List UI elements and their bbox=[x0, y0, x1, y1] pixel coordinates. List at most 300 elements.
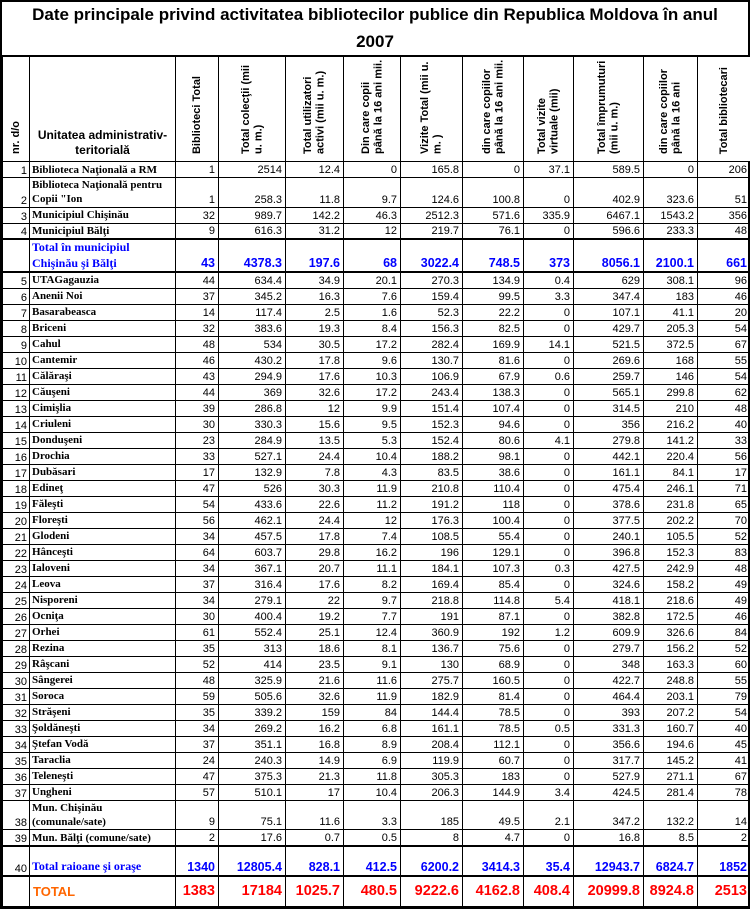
cell-din-care-copiilor-16-ani: 248.8 bbox=[644, 672, 698, 688]
cell-biblioteci-total: 2 bbox=[176, 830, 219, 846]
cell-total-imprumuturi: 269.6 bbox=[574, 352, 644, 368]
row-label: Criuleni bbox=[30, 416, 176, 432]
cell-total-colectii: 430.2 bbox=[219, 352, 286, 368]
cell-total-utilizatori-activi: 13.5 bbox=[286, 432, 344, 448]
cell-din-care-copiilor-16-ani: 326.6 bbox=[644, 624, 698, 640]
table-row bbox=[3, 320, 750, 336]
cell-din-care-copiilor-16-ani-mii: 107.3 bbox=[463, 560, 524, 576]
cell-din-care-copiilor-16-ani: 146 bbox=[644, 368, 698, 384]
cell-total-utilizatori-activi: 29.8 bbox=[286, 544, 344, 560]
cell-din-care-copiilor-16-ani-mii: 85.4 bbox=[463, 576, 524, 592]
cell-total-utilizatori-activi: 16.3 bbox=[286, 288, 344, 304]
row-number: 31 bbox=[3, 688, 30, 704]
cell-total-bibliotecari: 48 bbox=[698, 223, 750, 239]
cell-din-care-copiilor-16-ani: 220.4 bbox=[644, 448, 698, 464]
cell-total-imprumuturi: 240.1 bbox=[574, 528, 644, 544]
cell-total-utilizatori-activi: 18.6 bbox=[286, 640, 344, 656]
cell-total-vizite-virtuale: 335.9 bbox=[524, 207, 574, 223]
cell-total-vizite-virtuale: 0 bbox=[524, 544, 574, 560]
cell-din-care-copii-16-ani: 11.2 bbox=[344, 496, 401, 512]
cell-biblioteci-total: 1340 bbox=[176, 846, 219, 876]
row-label: Municipiul Bălţi bbox=[30, 223, 176, 239]
row-number: 19 bbox=[3, 496, 30, 512]
cell-din-care-copii-16-ani: 12 bbox=[344, 223, 401, 239]
cell-total-utilizatori-activi: 1025.7 bbox=[286, 876, 344, 907]
cell-total-bibliotecari: 41 bbox=[698, 752, 750, 768]
cell-din-care-copiilor-16-ani-mii: 76.1 bbox=[463, 223, 524, 239]
cell-total-colectii: 240.3 bbox=[219, 752, 286, 768]
cell-total-imprumuturi: 259.7 bbox=[574, 368, 644, 384]
cell-total-imprumuturi: 629 bbox=[574, 272, 644, 288]
cell-total-colectii: 316.4 bbox=[219, 576, 286, 592]
cell-biblioteci-total: 23 bbox=[176, 432, 219, 448]
table-row bbox=[3, 768, 750, 784]
cell-din-care-copiilor-16-ani-mii: 183 bbox=[463, 768, 524, 784]
table-row bbox=[3, 432, 750, 448]
table-row bbox=[3, 384, 750, 400]
cell-total-imprumuturi: 422.7 bbox=[574, 672, 644, 688]
cell-total-vizite-virtuale: 3.3 bbox=[524, 288, 574, 304]
cell-din-care-copiilor-16-ani-mii: 22.2 bbox=[463, 304, 524, 320]
cell-total-colectii: 330.3 bbox=[219, 416, 286, 432]
table-row bbox=[3, 352, 750, 368]
cell-total-colectii: 351.1 bbox=[219, 736, 286, 752]
cell-din-care-copiilor-16-ani-mii: 4.7 bbox=[463, 830, 524, 846]
cell-total-utilizatori-activi: 0.7 bbox=[286, 830, 344, 846]
cell-din-care-copiilor-16-ani: 246.1 bbox=[644, 480, 698, 496]
row-number: 21 bbox=[3, 528, 30, 544]
cell-total-bibliotecari: 60 bbox=[698, 656, 750, 672]
cell-din-care-copiilor-16-ani: 372.5 bbox=[644, 336, 698, 352]
cell-total-bibliotecari: 49 bbox=[698, 576, 750, 592]
cell-total-vizite-virtuale: 0 bbox=[524, 416, 574, 432]
cell-total-vizite-virtuale: 0 bbox=[524, 640, 574, 656]
cell-din-care-copiilor-16-ani: 105.5 bbox=[644, 528, 698, 544]
row-label: Cahul bbox=[30, 336, 176, 352]
cell-total-vizite-virtuale: 0 bbox=[524, 448, 574, 464]
cell-biblioteci-total: 43 bbox=[176, 239, 219, 272]
row-number: 11 bbox=[3, 368, 30, 384]
cell-total-bibliotecari: 67 bbox=[698, 336, 750, 352]
cell-total-bibliotecari: 55 bbox=[698, 672, 750, 688]
row-number: 13 bbox=[3, 400, 30, 416]
header-row bbox=[3, 57, 750, 162]
cell-total-vizite-virtuale: 0 bbox=[524, 178, 574, 208]
cell-total-colectii: 2514 bbox=[219, 162, 286, 178]
cell-din-care-copiilor-16-ani: 132.2 bbox=[644, 800, 698, 830]
row-label: Rezina bbox=[30, 640, 176, 656]
cell-total-vizite-virtuale: 408.4 bbox=[524, 876, 574, 907]
cell-total-vizite-virtuale: 0.6 bbox=[524, 368, 574, 384]
cell-total-colectii: 339.2 bbox=[219, 704, 286, 720]
cell-total-imprumuturi: 331.3 bbox=[574, 720, 644, 736]
cell-biblioteci-total: 37 bbox=[176, 288, 219, 304]
cell-total-vizite-virtuale: 0 bbox=[524, 768, 574, 784]
cell-vizite-total: 360.9 bbox=[401, 624, 463, 640]
cell-din-care-copii-16-ani: 3.3 bbox=[344, 800, 401, 830]
table-row bbox=[3, 223, 750, 239]
cell-biblioteci-total: 30 bbox=[176, 416, 219, 432]
cell-total-utilizatori-activi: 30.3 bbox=[286, 480, 344, 496]
cell-total-imprumuturi: 565.1 bbox=[574, 384, 644, 400]
cell-din-care-copiilor-16-ani: 231.8 bbox=[644, 496, 698, 512]
cell-total-vizite-virtuale: 4.1 bbox=[524, 432, 574, 448]
cell-biblioteci-total: 48 bbox=[176, 336, 219, 352]
row-number: 20 bbox=[3, 512, 30, 528]
cell-vizite-total: 191 bbox=[401, 608, 463, 624]
cell-din-care-copii-16-ani: 412.5 bbox=[344, 846, 401, 876]
cell-din-care-copiilor-16-ani-mii: 82.5 bbox=[463, 320, 524, 336]
table-row bbox=[3, 178, 750, 208]
cell-total-bibliotecari: 52 bbox=[698, 528, 750, 544]
cell-biblioteci-total: 34 bbox=[176, 560, 219, 576]
cell-total-utilizatori-activi: 24.4 bbox=[286, 448, 344, 464]
row-label: Soroca bbox=[30, 688, 176, 704]
cell-din-care-copiilor-16-ani-mii: 144.9 bbox=[463, 784, 524, 800]
cell-total-utilizatori-activi: 17.8 bbox=[286, 352, 344, 368]
cell-biblioteci-total: 1383 bbox=[176, 876, 219, 907]
row-number: 37 bbox=[3, 784, 30, 800]
cell-total-vizite-virtuale: 0 bbox=[524, 608, 574, 624]
cell-biblioteci-total: 9 bbox=[176, 800, 219, 830]
cell-total-bibliotecari: 54 bbox=[698, 704, 750, 720]
cell-total-colectii: 117.4 bbox=[219, 304, 286, 320]
cell-biblioteci-total: 14 bbox=[176, 304, 219, 320]
cell-din-care-copiilor-16-ani: 242.9 bbox=[644, 560, 698, 576]
cell-din-care-copii-16-ani: 11.8 bbox=[344, 768, 401, 784]
table-row bbox=[3, 784, 750, 800]
row-number: 16 bbox=[3, 448, 30, 464]
cell-total-vizite-virtuale: 0 bbox=[524, 223, 574, 239]
cell-total-imprumuturi: 12943.7 bbox=[574, 846, 644, 876]
cell-total-utilizatori-activi: 31.2 bbox=[286, 223, 344, 239]
column-header-label: din care copiilor până la 16 ani mii. bbox=[480, 59, 505, 154]
cell-din-care-copiilor-16-ani-mii: 99.5 bbox=[463, 288, 524, 304]
cell-total-imprumuturi: 356.6 bbox=[574, 736, 644, 752]
cell-total-colectii: 383.6 bbox=[219, 320, 286, 336]
cell-total-utilizatori-activi: 828.1 bbox=[286, 846, 344, 876]
cell-total-bibliotecari: 52 bbox=[698, 640, 750, 656]
table-row bbox=[3, 239, 750, 272]
cell-din-care-copii-16-ani: 11.9 bbox=[344, 480, 401, 496]
table-row bbox=[3, 272, 750, 288]
cell-total-bibliotecari: 2513 bbox=[698, 876, 750, 907]
cell-total-colectii: 510.1 bbox=[219, 784, 286, 800]
cell-din-care-copii-16-ani: 12 bbox=[344, 512, 401, 528]
cell-total-imprumuturi: 589.5 bbox=[574, 162, 644, 178]
cell-total-bibliotecari: 78 bbox=[698, 784, 750, 800]
row-label: Drochia bbox=[30, 448, 176, 464]
table-row bbox=[3, 336, 750, 352]
row-number: 8 bbox=[3, 320, 30, 336]
cell-din-care-copii-16-ani: 17.2 bbox=[344, 336, 401, 352]
cell-total-utilizatori-activi: 21.3 bbox=[286, 768, 344, 784]
cell-total-utilizatori-activi: 24.4 bbox=[286, 512, 344, 528]
cell-vizite-total: 124.6 bbox=[401, 178, 463, 208]
cell-total-utilizatori-activi: 16.8 bbox=[286, 736, 344, 752]
cell-total-colectii: 526 bbox=[219, 480, 286, 496]
cell-vizite-total: 275.7 bbox=[401, 672, 463, 688]
cell-din-care-copiilor-16-ani-mii: 748.5 bbox=[463, 239, 524, 272]
cell-din-care-copiilor-16-ani-mii: 81.4 bbox=[463, 688, 524, 704]
cell-din-care-copiilor-16-ani-mii: 0 bbox=[463, 162, 524, 178]
row-label: Floreşti bbox=[30, 512, 176, 528]
cell-total-bibliotecari: 55 bbox=[698, 352, 750, 368]
row-number: 14 bbox=[3, 416, 30, 432]
cell-total-vizite-virtuale: 373 bbox=[524, 239, 574, 272]
cell-total-colectii: 400.4 bbox=[219, 608, 286, 624]
cell-din-care-copiilor-16-ani: 210 bbox=[644, 400, 698, 416]
row-label: Mun. Chişinău (comunale/sate) bbox=[30, 800, 176, 830]
cell-total-imprumuturi: 521.5 bbox=[574, 336, 644, 352]
cell-din-care-copii-16-ani: 9.5 bbox=[344, 416, 401, 432]
table-row bbox=[3, 736, 750, 752]
table-row bbox=[3, 544, 750, 560]
table-row bbox=[3, 640, 750, 656]
row-label: Mun. Bălţi (comune/sate) bbox=[30, 830, 176, 846]
row-label: Ungheni bbox=[30, 784, 176, 800]
page-title-text: Date principale privind activitatea bibliotecilor publice din Republica Moldova în anul 2007 bbox=[32, 5, 718, 51]
cell-din-care-copii-16-ani: 4.3 bbox=[344, 464, 401, 480]
cell-din-care-copii-16-ani: 6.8 bbox=[344, 720, 401, 736]
cell-total-bibliotecari: 51 bbox=[698, 178, 750, 208]
cell-total-vizite-virtuale: 2.1 bbox=[524, 800, 574, 830]
row-label: Nisporeni bbox=[30, 592, 176, 608]
table-row bbox=[3, 656, 750, 672]
cell-vizite-total: 3022.4 bbox=[401, 239, 463, 272]
cell-din-care-copiilor-16-ani: 152.3 bbox=[644, 544, 698, 560]
cell-total-bibliotecari: 54 bbox=[698, 320, 750, 336]
cell-total-bibliotecari: 54 bbox=[698, 368, 750, 384]
cell-total-imprumuturi: 464.4 bbox=[574, 688, 644, 704]
column-header-label: Total vizite virtuale (mii) bbox=[536, 88, 561, 154]
row-label: TOTAL bbox=[30, 876, 176, 907]
cell-total-utilizatori-activi: 32.6 bbox=[286, 384, 344, 400]
cell-din-care-copiilor-16-ani-mii: 55.4 bbox=[463, 528, 524, 544]
cell-din-care-copiilor-16-ani-mii: 160.5 bbox=[463, 672, 524, 688]
cell-total-imprumuturi: 348 bbox=[574, 656, 644, 672]
cell-din-care-copiilor-16-ani: 6824.7 bbox=[644, 846, 698, 876]
cell-din-care-copiilor-16-ani: 163.3 bbox=[644, 656, 698, 672]
row-number: 6 bbox=[3, 288, 30, 304]
cell-total-imprumuturi: 527.9 bbox=[574, 768, 644, 784]
cell-din-care-copii-16-ani: 8.1 bbox=[344, 640, 401, 656]
cell-din-care-copiilor-16-ani: 8.5 bbox=[644, 830, 698, 846]
table-row bbox=[3, 464, 750, 480]
cell-din-care-copiilor-16-ani-mii: 81.6 bbox=[463, 352, 524, 368]
cell-total-vizite-virtuale: 5.4 bbox=[524, 592, 574, 608]
cell-vizite-total: 8 bbox=[401, 830, 463, 846]
cell-total-vizite-virtuale: 0 bbox=[524, 400, 574, 416]
cell-biblioteci-total: 44 bbox=[176, 384, 219, 400]
cell-din-care-copii-16-ani: 6.9 bbox=[344, 752, 401, 768]
cell-total-colectii: 457.5 bbox=[219, 528, 286, 544]
cell-din-care-copiilor-16-ani: 216.2 bbox=[644, 416, 698, 432]
cell-din-care-copii-16-ani: 9.9 bbox=[344, 400, 401, 416]
table-row bbox=[3, 830, 750, 846]
cell-din-care-copiilor-16-ani-mii: 138.3 bbox=[463, 384, 524, 400]
cell-din-care-copiilor-16-ani: 202.2 bbox=[644, 512, 698, 528]
cell-total-colectii: 325.9 bbox=[219, 672, 286, 688]
row-number: 9 bbox=[3, 336, 30, 352]
cell-din-care-copiilor-16-ani: 172.5 bbox=[644, 608, 698, 624]
cell-total-bibliotecari: 56 bbox=[698, 448, 750, 464]
cell-vizite-total: 136.7 bbox=[401, 640, 463, 656]
row-number: 26 bbox=[3, 608, 30, 624]
column-header-total-colectii bbox=[219, 57, 286, 162]
cell-din-care-copii-16-ani: 9.7 bbox=[344, 592, 401, 608]
cell-total-vizite-virtuale: 0 bbox=[524, 672, 574, 688]
cell-din-care-copiilor-16-ani-mii: 571.6 bbox=[463, 207, 524, 223]
cell-din-care-copii-16-ani: 11.1 bbox=[344, 560, 401, 576]
cell-total-imprumuturi: 396.8 bbox=[574, 544, 644, 560]
cell-total-colectii: 17.6 bbox=[219, 830, 286, 846]
cell-din-care-copiilor-16-ani: 203.1 bbox=[644, 688, 698, 704]
column-header-label: Total utilizatori activi (mii u. m.) bbox=[302, 70, 327, 154]
cell-total-colectii: 279.1 bbox=[219, 592, 286, 608]
cell-total-bibliotecari: 206 bbox=[698, 162, 750, 178]
table-row bbox=[3, 496, 750, 512]
row-label: UTAGagauzia bbox=[30, 272, 176, 288]
row-label: Cantemir bbox=[30, 352, 176, 368]
cell-vizite-total: 130 bbox=[401, 656, 463, 672]
row-number: 32 bbox=[3, 704, 30, 720]
row-number: 22 bbox=[3, 544, 30, 560]
cell-biblioteci-total: 34 bbox=[176, 528, 219, 544]
cell-total-colectii: 4378.3 bbox=[219, 239, 286, 272]
cell-din-care-copiilor-16-ani-mii: 107.4 bbox=[463, 400, 524, 416]
cell-total-vizite-virtuale: 0.4 bbox=[524, 272, 574, 288]
cell-total-vizite-virtuale: 1.2 bbox=[524, 624, 574, 640]
cell-total-bibliotecari: 65 bbox=[698, 496, 750, 512]
row-label: Donduşeni bbox=[30, 432, 176, 448]
cell-vizite-total: 165.8 bbox=[401, 162, 463, 178]
cell-din-care-copii-16-ani: 46.3 bbox=[344, 207, 401, 223]
row-label: Şoldăneşti bbox=[30, 720, 176, 736]
cell-total-bibliotecari: 40 bbox=[698, 720, 750, 736]
cell-total-imprumuturi: 161.1 bbox=[574, 464, 644, 480]
cell-total-imprumuturi: 347.4 bbox=[574, 288, 644, 304]
cell-total-bibliotecari: 48 bbox=[698, 400, 750, 416]
cell-din-care-copiilor-16-ani: 205.3 bbox=[644, 320, 698, 336]
cell-total-bibliotecari: 40 bbox=[698, 416, 750, 432]
cell-total-colectii: 462.1 bbox=[219, 512, 286, 528]
row-label: Cimişlia bbox=[30, 400, 176, 416]
cell-vizite-total: 106.9 bbox=[401, 368, 463, 384]
column-header-din-care-copiilor-16-ani-mii bbox=[463, 57, 524, 162]
cell-total-colectii: 414 bbox=[219, 656, 286, 672]
column-header-total-imprumuturi bbox=[574, 57, 644, 162]
row-label: Edineţ bbox=[30, 480, 176, 496]
row-number: 33 bbox=[3, 720, 30, 736]
cell-total-utilizatori-activi: 16.2 bbox=[286, 720, 344, 736]
table-row bbox=[3, 688, 750, 704]
table-row bbox=[3, 846, 750, 876]
cell-vizite-total: 206.3 bbox=[401, 784, 463, 800]
cell-total-colectii: 12805.4 bbox=[219, 846, 286, 876]
cell-vizite-total: 210.8 bbox=[401, 480, 463, 496]
cell-total-bibliotecari: 20 bbox=[698, 304, 750, 320]
cell-vizite-total: 243.4 bbox=[401, 384, 463, 400]
row-label: Leova bbox=[30, 576, 176, 592]
cell-total-imprumuturi: 317.7 bbox=[574, 752, 644, 768]
cell-total-vizite-virtuale: 0 bbox=[524, 464, 574, 480]
cell-biblioteci-total: 37 bbox=[176, 736, 219, 752]
cell-din-care-copii-16-ani: 0 bbox=[344, 162, 401, 178]
cell-din-care-copiilor-16-ani-mii: 3414.3 bbox=[463, 846, 524, 876]
table-row bbox=[3, 720, 750, 736]
cell-total-colectii: 527.1 bbox=[219, 448, 286, 464]
cell-biblioteci-total: 54 bbox=[176, 496, 219, 512]
cell-total-imprumuturi: 424.5 bbox=[574, 784, 644, 800]
cell-vizite-total: 185 bbox=[401, 800, 463, 830]
cell-total-bibliotecari: 661 bbox=[698, 239, 750, 272]
cell-din-care-copiilor-16-ani: 145.2 bbox=[644, 752, 698, 768]
cell-vizite-total: 182.9 bbox=[401, 688, 463, 704]
cell-din-care-copiilor-16-ani-mii: 100.4 bbox=[463, 512, 524, 528]
cell-vizite-total: 184.1 bbox=[401, 560, 463, 576]
table-row bbox=[3, 288, 750, 304]
cell-total-bibliotecari: 71 bbox=[698, 480, 750, 496]
row-number: 5 bbox=[3, 272, 30, 288]
cell-total-vizite-virtuale: 0 bbox=[524, 576, 574, 592]
cell-total-colectii: 505.6 bbox=[219, 688, 286, 704]
table-row bbox=[3, 560, 750, 576]
cell-vizite-total: 9222.6 bbox=[401, 876, 463, 907]
cell-din-care-copiilor-16-ani-mii: 192 bbox=[463, 624, 524, 640]
cell-din-care-copiilor-16-ani-mii: 129.1 bbox=[463, 544, 524, 560]
cell-total-utilizatori-activi: 12.4 bbox=[286, 162, 344, 178]
cell-total-imprumuturi: 324.6 bbox=[574, 576, 644, 592]
cell-din-care-copiilor-16-ani-mii: 68.9 bbox=[463, 656, 524, 672]
cell-total-utilizatori-activi: 25.1 bbox=[286, 624, 344, 640]
cell-total-utilizatori-activi: 17.8 bbox=[286, 528, 344, 544]
table-header bbox=[3, 57, 750, 162]
row-number: 38 bbox=[3, 800, 30, 830]
cell-din-care-copiilor-16-ani: 183 bbox=[644, 288, 698, 304]
cell-total-colectii: 269.2 bbox=[219, 720, 286, 736]
table-row bbox=[3, 576, 750, 592]
cell-din-care-copii-16-ani: 8.2 bbox=[344, 576, 401, 592]
row-number: 10 bbox=[3, 352, 30, 368]
row-label: Ocniţa bbox=[30, 608, 176, 624]
cell-total-bibliotecari: 1852 bbox=[698, 846, 750, 876]
cell-din-care-copiilor-16-ani: 141.2 bbox=[644, 432, 698, 448]
cell-din-care-copiilor-16-ani-mii: 78.5 bbox=[463, 704, 524, 720]
cell-total-vizite-virtuale: 0.5 bbox=[524, 720, 574, 736]
cell-total-colectii: 313 bbox=[219, 640, 286, 656]
cell-total-colectii: 284.9 bbox=[219, 432, 286, 448]
row-number: 17 bbox=[3, 464, 30, 480]
row-label: Glodeni bbox=[30, 528, 176, 544]
cell-total-utilizatori-activi: 23.5 bbox=[286, 656, 344, 672]
cell-biblioteci-total: 59 bbox=[176, 688, 219, 704]
cell-vizite-total: 218.8 bbox=[401, 592, 463, 608]
table-row bbox=[3, 416, 750, 432]
row-label: Sângerei bbox=[30, 672, 176, 688]
cell-biblioteci-total: 32 bbox=[176, 320, 219, 336]
cell-total-colectii: 367.1 bbox=[219, 560, 286, 576]
cell-vizite-total: 152.4 bbox=[401, 432, 463, 448]
cell-vizite-total: 52.3 bbox=[401, 304, 463, 320]
cell-din-care-copii-16-ani: 9.1 bbox=[344, 656, 401, 672]
table-body bbox=[3, 162, 750, 907]
column-header-label: Total bibliotecari bbox=[717, 66, 730, 154]
row-number: 12 bbox=[3, 384, 30, 400]
row-label: Total raioane şi oraşe bbox=[30, 846, 176, 876]
table-row bbox=[3, 448, 750, 464]
cell-total-utilizatori-activi: 17.6 bbox=[286, 576, 344, 592]
